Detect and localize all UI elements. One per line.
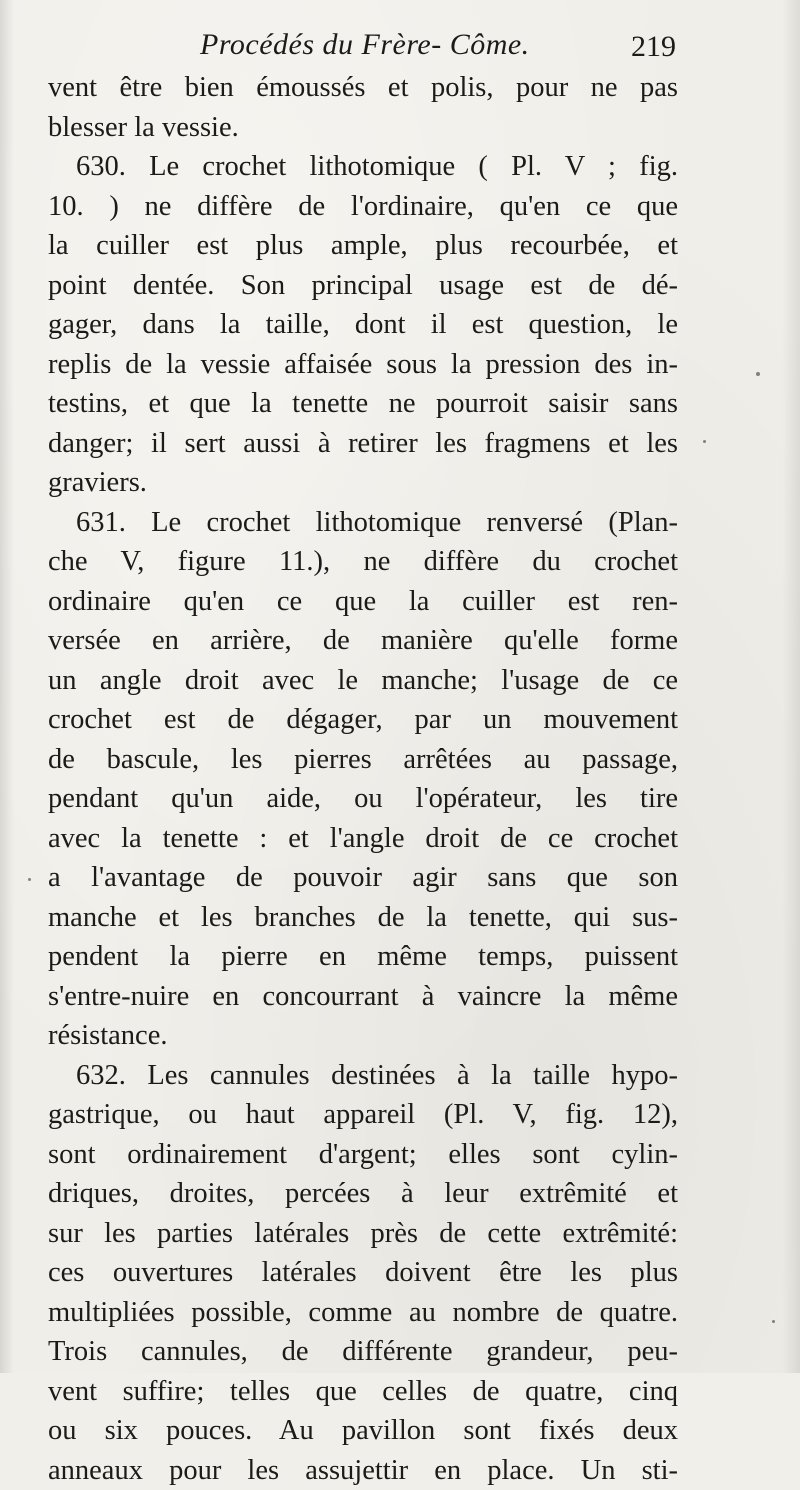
page-gutter-shadow bbox=[0, 0, 14, 1373]
text-line: blesser la vessie. bbox=[48, 108, 678, 148]
text-line: 10. ) ne diffère de l'ordinaire, qu'en ce que bbox=[48, 187, 678, 227]
text-line: driques, droites, percées à leur extrêmité et bbox=[48, 1174, 678, 1214]
text-line: testins, et que la tenette ne pourroit saisir sans bbox=[48, 384, 678, 424]
text-line: a l'avantage de pouvoir agir sans que son bbox=[48, 858, 678, 898]
text-line: la cuiller est plus ample, plus recourbée, et bbox=[48, 226, 678, 266]
text-line: ou six pouces. Au pavillon sont fixés deux bbox=[48, 1411, 678, 1451]
text-line: ces ouvertures latérales doivent être les plus bbox=[48, 1253, 678, 1293]
text-line: replis de la vessie affaisée sous la pression des in- bbox=[48, 345, 678, 385]
text-line: multipliées possible, comme au nombre de quatre. bbox=[48, 1293, 678, 1333]
text-line: versée en arrière, de manière qu'elle forme bbox=[48, 621, 678, 661]
body-text bbox=[48, 68, 678, 1490]
ink-speck bbox=[772, 1320, 775, 1323]
ink-speck bbox=[28, 878, 31, 881]
text-line: un angle droit avec le manche; l'usage de ce bbox=[48, 661, 678, 701]
text-line: Trois cannules, de différente grandeur, peu- bbox=[48, 1332, 678, 1372]
text-line: crochet est de dégager, par un mouvement bbox=[48, 700, 678, 740]
text-line: danger; il sert aussi à retirer les fragmens et les bbox=[48, 424, 678, 464]
text-line: point dentée. Son principal usage est de dé- bbox=[48, 266, 678, 306]
paragraph-632-start: 632. Les cannules destinées à la taille hypo- bbox=[48, 1056, 678, 1096]
ink-speck bbox=[756, 372, 760, 376]
text-line: avec la tenette : et l'angle droit de ce crochet bbox=[48, 819, 678, 859]
text-line: vent être bien émoussés et polis, pour ne pas bbox=[48, 68, 678, 108]
text-line: gager, dans la taille, dont il est question, le bbox=[48, 305, 678, 345]
text-line: sont ordinairement d'argent; elles sont cylin- bbox=[48, 1135, 678, 1175]
text-line: che V, figure 11.), ne diffère du crochet bbox=[48, 542, 678, 582]
running-head bbox=[48, 28, 678, 72]
text-line: résistance. bbox=[48, 1016, 678, 1056]
text-line: pendant qu'un aide, ou l'opérateur, les tire bbox=[48, 779, 678, 819]
page-edge-shadow bbox=[782, 0, 800, 1373]
text-line: manche et les branches de la tenette, qui sus- bbox=[48, 898, 678, 938]
paragraph-631-start: 631. Le crochet lithotomique renversé (Plan- bbox=[48, 503, 678, 543]
text-line: gastrique, ou haut appareil (Pl. V, fig. 12), bbox=[48, 1095, 678, 1135]
text-line: ordinaire qu'en ce que la cuiller est ren- bbox=[48, 582, 678, 622]
text-line: graviers. bbox=[48, 463, 678, 503]
text-line: pendent la pierre en même temps, puissent bbox=[48, 937, 678, 977]
running-head-title: Procédés du Frère- Côme. bbox=[200, 28, 530, 62]
page-number: 219 bbox=[631, 30, 676, 64]
text-line: vent suffire; telles que celles de quatre, cinq bbox=[48, 1372, 678, 1412]
ink-speck bbox=[703, 440, 706, 443]
text-line: sur les parties latérales près de cette extrêmité: bbox=[48, 1214, 678, 1254]
text-line: s'entre-nuire en concourrant à vaincre la même bbox=[48, 977, 678, 1017]
text-line: anneaux pour les assujettir en place. Un sti- bbox=[48, 1451, 678, 1490]
text-line: de bascule, les pierres arrêtées au passage, bbox=[48, 740, 678, 780]
paragraph-630-start: 630. Le crochet lithotomique ( Pl. V ; fig. bbox=[48, 147, 678, 187]
